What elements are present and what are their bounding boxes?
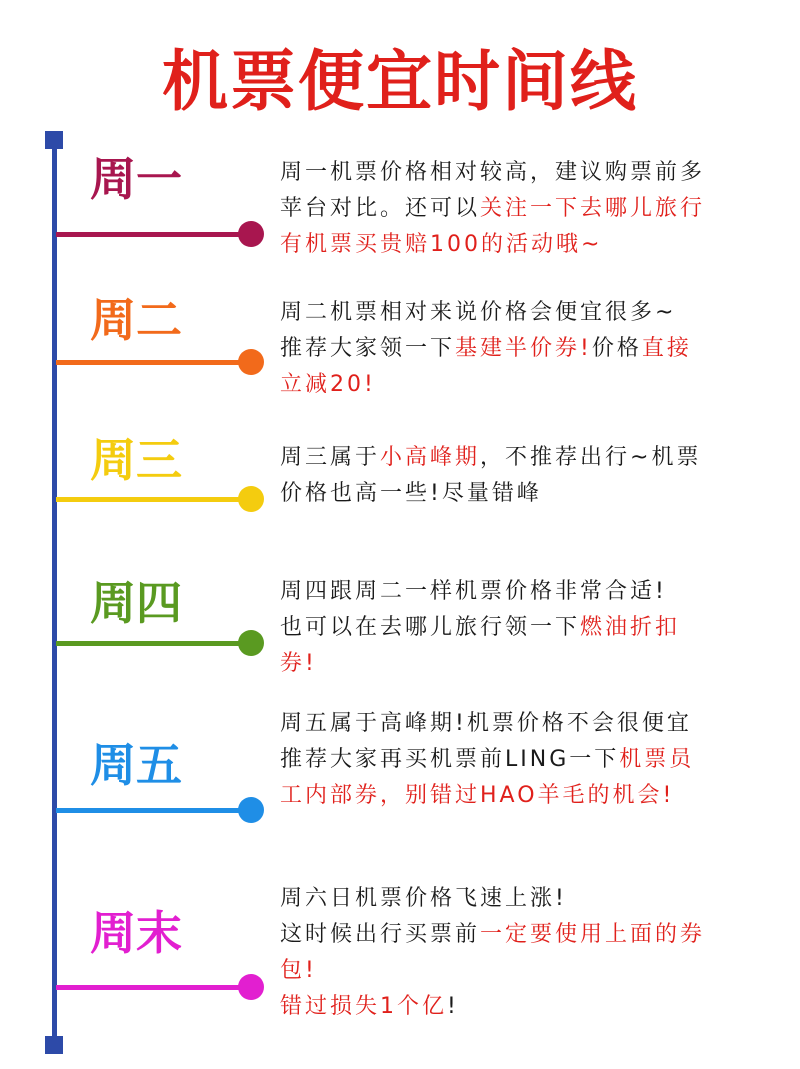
description-line [280, 155, 785, 191]
body-text: 周四跟周二一样机票价格非常合适! [280, 579, 667, 604]
connector-line [56, 497, 251, 502]
connector-line [56, 985, 251, 990]
day-label: 周三 [90, 433, 182, 487]
day-label: 周二 [90, 293, 182, 347]
description-line [280, 331, 785, 367]
day-description [280, 574, 785, 682]
body-text: 周三属于 [280, 445, 381, 470]
timeline-dot [238, 630, 264, 656]
highlight-text: 包! [280, 958, 317, 983]
body-text: 周六日机票价格飞速上涨! [280, 886, 567, 911]
body-text: ，不推荐出行~机票 [480, 445, 702, 470]
description-line [280, 917, 785, 953]
highlight-text: 立减20! [280, 372, 376, 397]
day-label: 周四 [90, 576, 182, 630]
day-description [280, 881, 785, 1025]
highlight-text: 燃油折扣 [580, 615, 681, 640]
description-line [280, 953, 785, 989]
timeline-dot [238, 221, 264, 247]
timeline-dot [238, 349, 264, 375]
description-line [280, 778, 785, 814]
body-text: 周五属于高峰期!机票价格不会很便宜 [280, 711, 692, 736]
description-line [280, 574, 785, 610]
body-text: 价格也高一些!尽量错峰 [280, 481, 542, 506]
page-title: 机票便宜时间线 [162, 43, 638, 120]
day-label: 周末 [90, 906, 182, 960]
description-line [280, 476, 785, 512]
day-label: 周一 [90, 152, 182, 206]
connector-line [56, 232, 251, 237]
description-line [280, 881, 785, 917]
description-line [280, 367, 785, 403]
day-description [280, 440, 785, 512]
description-line [280, 295, 785, 331]
highlight-text: 直接 [641, 336, 692, 361]
highlight-text: 机票员 [619, 747, 695, 772]
highlight-text: 基建半价券! [455, 336, 592, 361]
day-description [280, 295, 785, 403]
description-line [280, 742, 785, 778]
highlight-text: 关注一下去哪儿旅行 [480, 196, 706, 221]
timeline-spine [52, 140, 57, 1045]
highlight-text: 工内部券，别错过HAO羊毛的机会! [280, 783, 675, 808]
timeline-dot [238, 797, 264, 823]
body-text: 推荐大家领一下 [280, 336, 456, 361]
body-text: 这时候出行买票前 [280, 922, 481, 947]
body-text: 推荐大家再买机票前LING一下 [280, 747, 620, 772]
connector-line [56, 360, 251, 365]
description-line [280, 227, 785, 263]
description-line [280, 646, 785, 682]
day-label: 周五 [90, 738, 182, 792]
description-line [280, 989, 785, 1025]
body-text: 苹台对比。还可以 [280, 196, 481, 221]
highlight-text: 券! [280, 651, 317, 676]
highlight-text: 有机票买贵赔100的活动哦~ [280, 232, 603, 257]
timeline-dot [238, 974, 264, 1000]
description-line [280, 440, 785, 476]
body-text: 也可以在去哪儿旅行领一下 [280, 615, 581, 640]
description-line [280, 191, 785, 227]
timeline-dot [238, 486, 264, 512]
description-line [280, 610, 785, 646]
timeline-bottom-cap [45, 1036, 63, 1054]
connector-line [56, 808, 251, 813]
day-description [280, 155, 785, 263]
body-text: 价格 [591, 336, 642, 361]
highlight-text: 错过损失1个亿 [280, 994, 447, 1019]
body-text: 周二机票相对来说价格会便宜很多~ [280, 300, 677, 325]
day-description [280, 706, 785, 814]
body-text: 周一机票价格相对较高，建议购票前多 [280, 160, 706, 185]
connector-line [56, 641, 251, 646]
highlight-text: 一定要使用上面的券 [480, 922, 706, 947]
highlight-text: 小高峰期 [380, 445, 481, 470]
description-line [280, 706, 785, 742]
body-text: ! [447, 994, 459, 1019]
timeline-top-cap [45, 131, 63, 149]
